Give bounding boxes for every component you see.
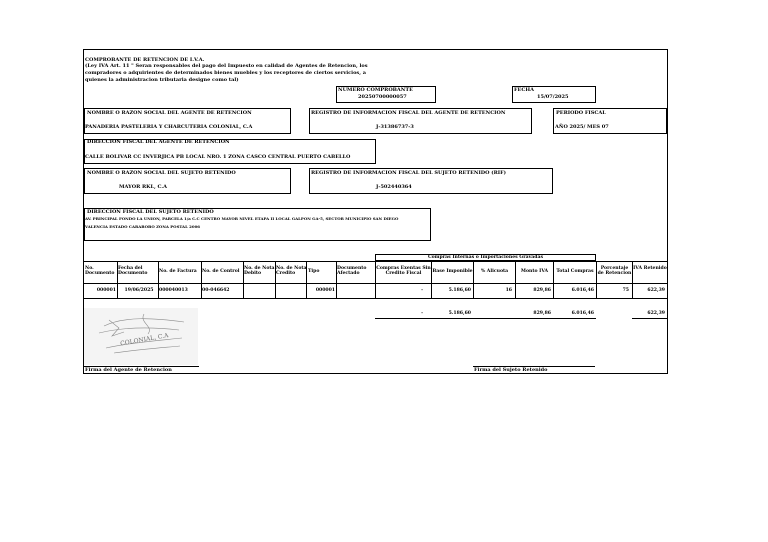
total-iva: 829,86 [533, 311, 551, 316]
agent-rif-value: J-31386737-3 [376, 124, 414, 130]
totals-line-ret [632, 318, 667, 319]
agent-address-label: DIRECCION FISCAL DEL AGENTE DE RETENCION [87, 139, 230, 145]
col-header-base: Base Imponible [432, 269, 473, 274]
agent-name-value: PANADERIA PASTELERIA Y CHARCUTERIA COLONIAL, C.A [85, 124, 253, 130]
document-title: COMPROBANTE DE RETENCION DE I.V.A. [85, 57, 205, 63]
col-header-credit-note: No. de Nota Credito [276, 266, 307, 277]
stamp-icon [84, 308, 198, 365]
cell-exempt: - [421, 288, 423, 293]
agent-name-label: NOMBRE O RAZON SOCIAL DEL AGENTE DE RETENCION [87, 110, 252, 116]
col-header-ret-pct: Porcentaje de Retencion [597, 266, 632, 277]
law-text-line-1: (Ley IVA Art. 11 " Seran responsables del pago del Impuesto en calidad de Agentes de Retencion, los [85, 63, 368, 69]
total-exempt: - [421, 311, 423, 316]
cell-iva: 829,86 [533, 288, 551, 293]
cell-doc-date: 19/06/2025 [124, 288, 154, 293]
col-header-iva: Monto IVA [520, 269, 549, 274]
cell-ret-pct: 75 [622, 288, 629, 293]
col-header-invoice-no: No. de Factura [159, 269, 197, 274]
col-header-doc-date: Fecha del Documento [118, 266, 148, 277]
cell-tipo: 000001 [315, 288, 335, 293]
subject-rif-value: J-502440364 [376, 184, 412, 190]
subject-address-line-1: AV. PRINCIPAL FONDO LA UNION, PARCELA 1/a C.C CENTRO MAYOR NIVEL ETAPA II LOCAL GALPON GA-5, SECTOR MUNICIPIO SAN DIEGO [85, 216, 399, 221]
agent-address-value: CALLE BOLIVAR CC INVERJICA PB LOCAL NRO. 1 ZONA CASCO CENTRAL PUERTO CABELLO [85, 154, 351, 160]
subject-name-value: MAYOR RKL, C.A [119, 184, 167, 190]
col-header-total: Total Compras [556, 269, 594, 274]
cell-base: 5.186,60 [448, 288, 471, 293]
agent-signature-label: Firma del Agente de Retencion [85, 367, 172, 373]
total-iva-ret: 622,39 [647, 311, 665, 316]
row-bottom-line [84, 298, 667, 299]
svg-text:COLONIAL, C.A: COLONIAL, C.A [119, 332, 170, 348]
stamp-signature-image [84, 308, 198, 365]
date-label: FECHA [514, 87, 534, 93]
subject-rif-label: REGISTRO DE INFORMACION FISCAL DEL SUJETO RETENIDO (RIF) [311, 170, 507, 176]
fiscal-period-label: PERIODO FISCAL [556, 110, 606, 116]
fiscal-period-value: AÑO 2025/ MES 07 [555, 124, 609, 130]
subject-name-label: NOMBRE O RAZON SOCIAL DEL SUJETO RETENIDO [87, 170, 236, 176]
col-header-exempt: Compras Exentas Sin Credito Fiscal [376, 266, 431, 277]
col-header-rate: % Alicuota [480, 269, 509, 274]
total-base: 5.186,60 [448, 311, 471, 316]
col-header-affected-doc: Documento Afectado [337, 266, 367, 277]
total-compras: 6.016,46 [571, 311, 594, 316]
col-header-tipo: Tipo [308, 269, 320, 274]
cell-control-no: 00-046642 [202, 288, 230, 293]
law-text-line-2: compradores o adquirientes de determinados bienes muebles y los receptores de ciertos servicios, a [85, 70, 366, 76]
totals-line [375, 318, 596, 319]
agent-rif-label: REGISTRO DE INFORMACION FISCAL DEL AGENTE DE RETENCION [311, 110, 506, 116]
date-value: 15/07/2025 [537, 94, 569, 100]
col-header-control-no: No. de Control [202, 269, 240, 274]
voucher-number-value: 20250700000057 [358, 94, 407, 100]
cell-total: 6.016,46 [571, 288, 594, 293]
cell-doc-no: 000001 [96, 288, 116, 293]
subject-address-label: DIRECCION FISCAL DEL SUJETO RETENIDO [87, 209, 214, 215]
col-header-debit-note: No. de Nota Debito [244, 266, 275, 277]
group-header: Compras Internas o Importaciones Gravadas [427, 255, 544, 260]
voucher-number-label: NUMERO COMPROBANTE [338, 87, 413, 93]
cell-rate: 16 [505, 288, 512, 293]
cell-invoice-no: 000040013 [159, 288, 188, 293]
subject-signature-label: Firma del Sujeto Retenido [474, 367, 548, 373]
col-header-iva-ret: IVA Retenido [633, 266, 667, 271]
subject-address-line-2: VALENCIA ESTADO CARABOBO ZONA POSTAL 2006 [85, 224, 200, 229]
col-header-doc-no: No. Documento [85, 266, 115, 277]
law-text-line-3: quienes la administracion tributaria designe como tal) [85, 77, 239, 83]
cell-iva-ret: 622,39 [647, 288, 665, 293]
